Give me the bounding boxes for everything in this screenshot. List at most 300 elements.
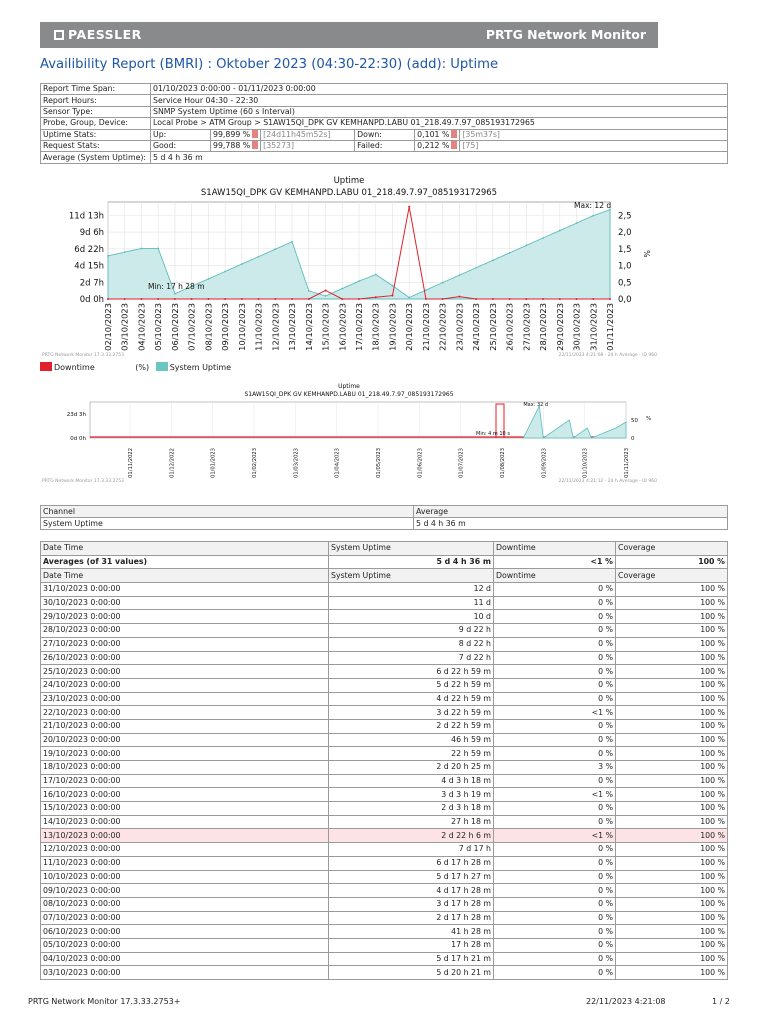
cell-uptime: 6 d 17 h 28 m (329, 856, 494, 870)
x-tick-label: 30/10/2023 (571, 303, 582, 351)
footer-page: 1 / 2 (712, 997, 730, 1006)
table-row (41, 761, 728, 775)
x-tick-label: 01/07/2023 (458, 448, 465, 478)
good-bar-icon (252, 141, 258, 149)
cell-downtime: 0 % (494, 966, 616, 980)
table-row (41, 719, 728, 733)
cell-datetime: 10/10/2023 0:00:00 (41, 870, 329, 884)
cell-uptime: 12 d (329, 583, 494, 597)
meta-value: 5 d 4 h 36 m (151, 152, 728, 163)
cell-downtime: <1 % (494, 706, 616, 720)
cell-datetime: 12/10/2023 0:00:00 (41, 843, 329, 857)
cell-coverage: 100 % (616, 637, 728, 651)
cell-datetime: 21/10/2023 0:00:00 (41, 719, 329, 733)
uptime-point (442, 282, 444, 284)
downtime-point (191, 298, 193, 300)
cell-uptime: 5 d 17 h 21 m (329, 952, 494, 966)
cell-coverage: 100 % (616, 719, 728, 733)
downtime-point (241, 298, 243, 300)
downtime-point (492, 298, 494, 300)
good-count: [35273] (261, 140, 355, 151)
uptime-point (325, 295, 327, 297)
up-label: Up: (151, 129, 211, 140)
up-duration: [24d11h45m52s] (261, 129, 355, 140)
cell-downtime: 0 % (494, 610, 616, 624)
cell-downtime: <1 % (494, 829, 616, 843)
cell-uptime: 4 d 17 h 28 m (329, 884, 494, 898)
report-header (40, 22, 658, 48)
cell-datetime: 23/10/2023 0:00:00 (41, 692, 329, 706)
cell-uptime: 22 h 59 m (329, 747, 494, 761)
y-right-tick-label: 1,5 (618, 244, 632, 255)
cell-downtime: 0 % (494, 596, 616, 610)
uptime-point (308, 290, 310, 292)
cell-coverage: 100 % (616, 774, 728, 788)
min-annotation: Min: 4 m 10 s (476, 431, 510, 437)
uptime-point (174, 293, 176, 295)
cell-coverage: 100 % (616, 856, 728, 870)
cell-downtime: 0 % (494, 774, 616, 788)
col-header-uptime: System Uptime (329, 569, 494, 583)
cell-coverage: 100 % (616, 678, 728, 692)
table-row (41, 774, 728, 788)
downtime-point (358, 298, 360, 300)
cell-datetime: 18/10/2023 0:00:00 (41, 761, 329, 775)
y-left-tick-label: 2d 7h (79, 278, 104, 289)
x-tick-label: 16/10/2023 (337, 303, 348, 351)
cell-datetime: 08/10/2023 0:00:00 (41, 897, 329, 911)
x-tick-label: 14/10/2023 (303, 303, 314, 351)
meta-value: SNMP System Uptime (60 s Interval) (151, 106, 728, 117)
cell-datetime: 25/10/2023 0:00:00 (41, 665, 329, 679)
cell-downtime: 0 % (494, 952, 616, 966)
max-annotation: Max: 32 d (523, 402, 549, 408)
cell-downtime: 0 % (494, 637, 616, 651)
cell-downtime: 0 % (494, 911, 616, 925)
cell-uptime: 5 d 20 h 21 m (329, 966, 494, 980)
cell-uptime: 3 d 17 h 28 m (329, 897, 494, 911)
up-pct-text: 99,899 % (213, 129, 251, 139)
good-pct (211, 140, 261, 151)
table-row (41, 665, 728, 679)
uptime-point (459, 274, 461, 276)
cell-uptime: 4 d 22 h 59 m (329, 692, 494, 706)
col-header-uptime: System Uptime (329, 542, 494, 556)
cell-coverage: 100 % (616, 706, 728, 720)
cell-uptime: 7 d 17 h (329, 843, 494, 857)
up-pct (211, 129, 261, 140)
meta-label: Average (System Uptime): (41, 152, 151, 163)
cell-downtime: 0 % (494, 719, 616, 733)
meta-label: Probe, Group, Device: (41, 118, 151, 129)
y-left-tick-label: 6d 22h (74, 244, 104, 255)
table-row (41, 651, 728, 665)
cell-downtime: 0 % (494, 802, 616, 816)
table-row (41, 843, 728, 857)
cell-downtime: 0 % (494, 665, 616, 679)
x-tick-label: 01/09/2023 (541, 448, 548, 478)
uptime-point (274, 248, 276, 250)
col-header-downtime: Downtime (494, 569, 616, 583)
cell-uptime: 27 h 18 m (329, 815, 494, 829)
cell-uptime: 2 d 22 h 59 m (329, 719, 494, 733)
x-tick-label: 25/10/2023 (487, 303, 498, 351)
table-row (41, 747, 728, 761)
cell-downtime: 0 % (494, 925, 616, 939)
cell-datetime: 11/10/2023 0:00:00 (41, 856, 329, 870)
cell-uptime: 2 d 22 h 6 m (329, 829, 494, 843)
x-tick-label: 01/10/2023 (582, 448, 589, 478)
channel-average-table (40, 505, 728, 530)
col-header-datetime: Date Time (41, 542, 329, 556)
table-row (41, 637, 728, 651)
y-right-tick-label: 2,0 (618, 228, 632, 239)
cell-downtime: 0 % (494, 692, 616, 706)
downtime-point (458, 296, 460, 298)
x-tick-label: 18/10/2023 (370, 303, 381, 351)
cell-datetime: 04/10/2023 0:00:00 (41, 952, 329, 966)
cell-uptime: 6 d 22 h 59 m (329, 665, 494, 679)
chart-subtitle: S1AW15QI_DPK GV KEMHANPD.LABU 01_218.49.7.97_085193172965 (244, 391, 454, 398)
cell-uptime: 10 d (329, 610, 494, 624)
failed-pct-text: 0,212 % (417, 141, 450, 151)
cell-coverage: 100 % (616, 952, 728, 966)
x-tick-label: 01/12/2022 (169, 448, 176, 478)
uptime-point (124, 251, 126, 253)
downtime-point (525, 298, 527, 300)
down-label: Down: (355, 129, 415, 140)
down-pct-text: 0,101 % (417, 129, 450, 139)
cell-datetime: 15/10/2023 0:00:00 (41, 802, 329, 816)
cell-datetime: 24/10/2023 0:00:00 (41, 678, 329, 692)
table-row (41, 870, 728, 884)
cell-coverage: 100 % (616, 911, 728, 925)
x-tick-label: 12/10/2023 (270, 303, 281, 351)
chart-subtitle: S1AW15QI_DPK GV KEMHANPD.LABU 01_218.49.7.97_085193172965 (200, 188, 498, 198)
uptime-point (475, 267, 477, 269)
cell-downtime: 0 % (494, 678, 616, 692)
legend-uptime: System Uptime (169, 363, 232, 372)
x-tick-label: 06/10/2023 (169, 303, 180, 351)
uptime-point (559, 230, 561, 232)
x-tick-label: 11/10/2023 (253, 303, 264, 351)
down-pct (415, 129, 460, 140)
table-row (41, 829, 728, 843)
good-pct-text: 99,788 % (213, 141, 251, 151)
cell-uptime: 2 d 17 h 28 m (329, 911, 494, 925)
downtime-point (576, 298, 578, 300)
col-header-downtime: Downtime (494, 542, 616, 556)
downtime-point (207, 298, 209, 300)
cell-coverage: 100 % (616, 884, 728, 898)
cell-coverage: 100 % (616, 815, 728, 829)
cell-uptime: 5 d 22 h 59 m (329, 678, 494, 692)
table-row (41, 966, 728, 980)
uptime-point (492, 259, 494, 261)
uptime-point (509, 252, 511, 254)
avg-row-downtime: <1 % (494, 555, 616, 569)
chart-footer-left: PRTG Network Monitor 17.3.33.2753 (42, 479, 124, 484)
table-row (41, 706, 728, 720)
x-tick-label: 01/11/2023 (624, 448, 630, 478)
downtime-point (341, 298, 343, 300)
cell-datetime: 16/10/2023 0:00:00 (41, 788, 329, 802)
y-left-tick-label: 11d 13h (68, 211, 104, 222)
x-tick-label: 10/10/2023 (236, 303, 247, 351)
down-bar-icon (451, 130, 457, 138)
channel-header: Channel (41, 506, 414, 518)
x-tick-label: 08/10/2023 (203, 303, 214, 351)
y-right-tick-label: 50 (631, 418, 638, 424)
x-tick-label: 01/11/2022 (128, 448, 134, 478)
downtime-point (258, 298, 260, 300)
cell-datetime: 17/10/2023 0:00:00 (41, 774, 329, 788)
x-tick-label: 31/10/2023 (588, 303, 599, 351)
avg-row-coverage: 100 % (616, 555, 728, 569)
x-tick-label: 26/10/2023 (504, 302, 515, 351)
legend-downtime-swatch (40, 362, 52, 371)
brand-name: PAESSLER (68, 27, 142, 42)
table-row (41, 733, 728, 747)
cell-datetime: 26/10/2023 0:00:00 (41, 651, 329, 665)
cell-datetime: 13/10/2023 0:00:00 (41, 829, 329, 843)
downtime-point (291, 298, 293, 300)
x-tick-label: 01/08/2023 (500, 448, 506, 478)
downtime-point (274, 298, 276, 300)
cell-coverage: 100 % (616, 692, 728, 706)
cell-uptime: 46 h 59 m (329, 733, 494, 747)
downtime-point (325, 289, 327, 291)
chart-title: Uptime (338, 383, 360, 390)
cell-datetime: 30/10/2023 0:00:00 (41, 596, 329, 610)
cell-uptime: 3 d 3 h 19 m (329, 788, 494, 802)
cell-coverage: 100 % (616, 747, 728, 761)
uptime-point (358, 280, 360, 282)
cell-coverage: 100 % (616, 925, 728, 939)
x-tick-label: 03/10/2023 (119, 303, 130, 351)
downtime-point (509, 298, 511, 300)
table-row (41, 815, 728, 829)
uptime-point (141, 248, 143, 250)
cell-coverage: 100 % (616, 870, 728, 884)
footer-timestamp: 22/11/2023 4:21:08 (586, 997, 666, 1006)
chart-footer-right: 22/11/2023 4:21:08 - 24 h Average - ID 960 (558, 353, 657, 358)
cell-uptime: 5 d 17 h 27 m (329, 870, 494, 884)
y-right-tick-label: 2,5 (618, 211, 632, 222)
cell-downtime: 0 % (494, 815, 616, 829)
x-tick-label: 13/10/2023 (287, 303, 298, 351)
table-row (41, 897, 728, 911)
x-tick-label: 07/10/2023 (186, 303, 197, 351)
x-tick-label: 01/02/2023 (252, 448, 258, 478)
downtime-point (475, 298, 477, 300)
paessler-logo-icon (54, 30, 64, 40)
failed-label: Failed: (355, 140, 415, 151)
cell-uptime: 2 d 20 h 25 m (329, 761, 494, 775)
col-header-datetime: Date Time (41, 569, 329, 583)
cell-downtime: 0 % (494, 651, 616, 665)
cell-coverage: 100 % (616, 610, 728, 624)
average-cell: 5 d 4 h 36 m (414, 518, 728, 530)
uptime-point (107, 255, 109, 257)
y-right-unit: % (642, 250, 651, 258)
cell-datetime: 20/10/2023 0:00:00 (41, 733, 329, 747)
downtime-point (375, 296, 377, 298)
cell-downtime: 0 % (494, 938, 616, 952)
cell-coverage: 100 % (616, 583, 728, 597)
x-tick-label: 29/10/2023 (554, 303, 565, 351)
cell-coverage: 100 % (616, 651, 728, 665)
uptime-point (525, 245, 527, 247)
good-label: Good: (151, 140, 211, 151)
cell-datetime: 03/10/2023 0:00:00 (41, 966, 329, 980)
cell-coverage: 100 % (616, 733, 728, 747)
cell-datetime: 14/10/2023 0:00:00 (41, 815, 329, 829)
cell-uptime: 9 d 22 h (329, 624, 494, 638)
uptime-point (392, 285, 394, 287)
cell-uptime: 41 h 28 m (329, 925, 494, 939)
x-tick-label: 09/10/2023 (220, 303, 231, 351)
table-row (41, 596, 728, 610)
chart-footer-left: PRTG Network Monitor 17.3.33.2753 (42, 353, 124, 358)
y-right-tick-label: 1,0 (618, 261, 632, 272)
cell-downtime: 0 % (494, 733, 616, 747)
uptime-point (542, 237, 544, 239)
x-tick-label: 19/10/2023 (387, 303, 398, 351)
downtime-point (107, 298, 109, 300)
max-annotation: Max: 12 d (574, 201, 612, 210)
downtime-point (592, 298, 594, 300)
legend-unit: (%) (135, 363, 150, 372)
cell-downtime: 0 % (494, 884, 616, 898)
downtime-point (408, 206, 410, 208)
cell-coverage: 100 % (616, 788, 728, 802)
cell-downtime: 0 % (494, 856, 616, 870)
x-tick-label: 23/10/2023 (454, 303, 465, 351)
meta-value: Local Probe > ATM Group > S1AW15QI_DPK GV KEMHANPD.LABU 01_218.49.7.97_085193172965 (151, 118, 728, 129)
uptime-point (592, 215, 594, 217)
chart-title: Uptime (333, 176, 365, 186)
x-tick-label: 04/10/2023 (136, 303, 147, 351)
uptime-point (208, 278, 210, 280)
y-left-tick-label: 23d 3h (66, 412, 86, 418)
avg-row-uptime: 5 d 4 h 36 m (329, 555, 494, 569)
y-left-tick-label: 4d 15h (74, 261, 104, 272)
meta-label: Report Hours: (41, 95, 151, 106)
footer-product: PRTG Network Monitor 17.3.33.2753+ (28, 997, 181, 1006)
table-row (41, 911, 728, 925)
uptime-point (224, 271, 226, 273)
meta-label: Uptime Stats: (41, 129, 151, 140)
table-row (41, 692, 728, 706)
legend-uptime-swatch (156, 362, 168, 371)
meta-value: 01/10/2023 0:00:00 - 01/11/2023 0:00:00 (151, 84, 728, 95)
cell-coverage: 100 % (616, 938, 728, 952)
col-header-coverage: Coverage (616, 542, 728, 556)
meta-label: Report Time Span: (41, 84, 151, 95)
y-left-tick-label: 9d 6h (79, 228, 104, 239)
x-tick-label: 01/01/2023 (210, 448, 217, 478)
table-row (41, 583, 728, 597)
cell-coverage: 100 % (616, 897, 728, 911)
table-row (41, 884, 728, 898)
downtime-point (124, 298, 126, 300)
uptime-point (157, 248, 159, 250)
cell-datetime: 27/10/2023 0:00:00 (41, 637, 329, 651)
table-row (41, 938, 728, 952)
product-name: PRTG Network Monitor (485, 27, 646, 42)
cell-coverage: 100 % (616, 829, 728, 843)
failed-bar-icon (451, 141, 457, 149)
cell-uptime: 17 h 28 m (329, 938, 494, 952)
cell-coverage: 100 % (616, 843, 728, 857)
downtime-point (609, 298, 611, 300)
downtime-point (174, 298, 176, 300)
x-tick-label: 01/03/2023 (293, 448, 300, 478)
cell-downtime: 0 % (494, 843, 616, 857)
downtime-point (559, 298, 561, 300)
uptime-point (258, 256, 260, 258)
chart-footer-right: 22/11/2023 4:21:12 - 24 h Average - ID 960 (558, 479, 657, 484)
failed-pct (415, 140, 460, 151)
cell-coverage: 100 % (616, 624, 728, 638)
x-tick-label: 22/10/2023 (437, 303, 448, 351)
cell-coverage: 100 % (616, 802, 728, 816)
table-row (41, 678, 728, 692)
table-row (41, 788, 728, 802)
y-right-tick-label: 0,0 (618, 295, 632, 305)
legend-downtime: Downtime (54, 363, 95, 372)
downtime-point (391, 295, 393, 297)
downtime-point (542, 298, 544, 300)
uptime-point (291, 241, 293, 243)
table-row (41, 802, 728, 816)
y-right-unit: % (646, 416, 652, 422)
cell-datetime: 22/10/2023 0:00:00 (41, 706, 329, 720)
x-tick-label: 27/10/2023 (521, 303, 532, 351)
cell-downtime: <1 % (494, 788, 616, 802)
down-duration: [35m37s] (460, 129, 728, 140)
cell-coverage: 100 % (616, 596, 728, 610)
cell-coverage: 100 % (616, 665, 728, 679)
cell-downtime: 0 % (494, 897, 616, 911)
x-tick-label: 01/04/2023 (334, 448, 341, 478)
col-header-coverage: Coverage (616, 569, 728, 583)
downtime-point (308, 298, 310, 300)
meta-label: Request Stats: (41, 140, 151, 151)
report-title: Availibility Report (BMRI) : Oktober 2023 (04:30-22:30) (add): Uptime (40, 57, 499, 72)
report-meta-table (40, 83, 728, 164)
cell-downtime: 0 % (494, 583, 616, 597)
cell-datetime: 06/10/2023 0:00:00 (41, 925, 329, 939)
cell-datetime: 31/10/2023 0:00:00 (41, 583, 329, 597)
x-tick-label: 01/06/2023 (417, 448, 424, 478)
uptime-data-table (40, 541, 728, 980)
uptime-chart-yearly (40, 378, 660, 486)
min-annotation: Min: 17 h 28 m (148, 282, 205, 291)
uptime-chart-monthly (40, 172, 660, 362)
y-left-tick-label: 0d 0h (70, 436, 86, 442)
cell-datetime: 19/10/2023 0:00:00 (41, 747, 329, 761)
failed-count: [75] (460, 140, 728, 151)
cell-coverage: 100 % (616, 966, 728, 980)
x-tick-label: 05/10/2023 (153, 303, 164, 351)
x-tick-label: 02/10/2023 (103, 303, 113, 351)
avg-row-label: Averages (of 31 values) (41, 555, 329, 569)
cell-downtime: 3 % (494, 761, 616, 775)
y-right-tick-label: 0 (631, 436, 635, 442)
downtime-point (140, 298, 142, 300)
